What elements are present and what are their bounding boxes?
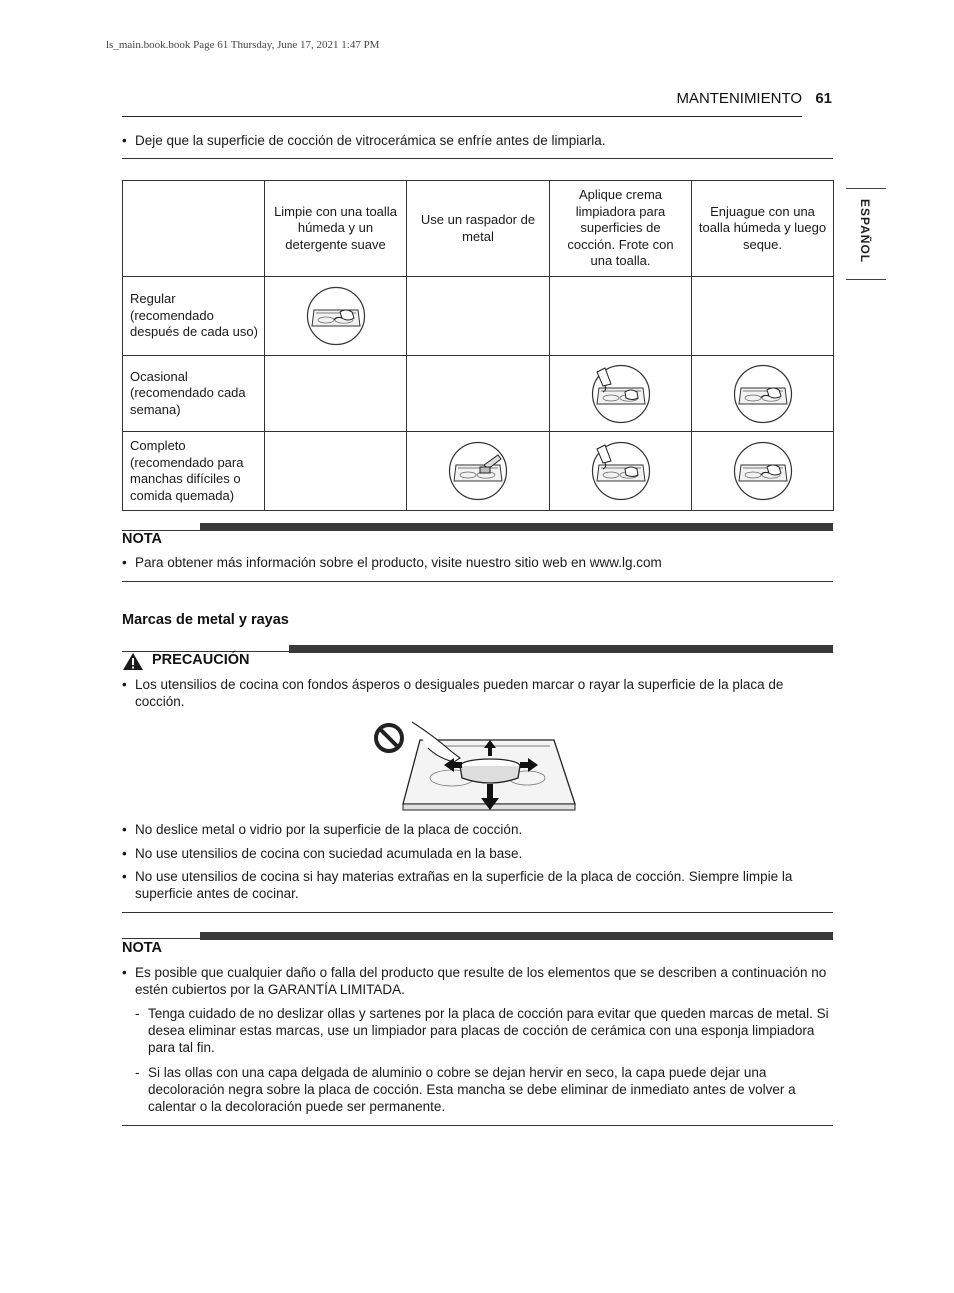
section-title: Marcas de metal y rayas [122,612,289,628]
caution-bar [289,645,833,653]
table-header-cell [123,181,265,277]
table-header-cell: Enjuague con una toalla húmeda y luego seque. [692,181,834,277]
table-header-cell: Aplique crema limpiadora para superficies de cocción. Frote con una toalla. [550,181,692,277]
warning-triangle-icon [122,652,144,671]
nota-sub-item-text: Tenga cuidado de no deslizar ollas y sartenes por la placa de cocción para evitar que queden marcas de metal. Si desea eliminar estas marcas, use un limpiador para placas de cocción de cerámica con una esponja limpiadora para tal fin. [148,1006,829,1055]
towel-wipe-icon [733,364,793,424]
nota-underline [122,938,200,939]
table-cell [692,277,834,356]
towel-wipe-icon [733,441,793,501]
table-cell [550,277,692,356]
table-cell [407,277,550,356]
language-tab [846,188,886,280]
caution-title: PRECAUCIÓN [152,652,250,668]
print-header: ls_main.book.book Page 61 Thursday, June 17, 2021 1:47 PM [106,39,380,51]
list-item: • No use utensilios de cocina con suciedad acumulada en la base. [122,846,523,861]
cream-apply-icon [591,364,651,424]
cleaning-table [122,180,834,511]
caution-bullet-text: Los utensilios de cocina con fondos ásperos o desiguales pueden marcar o rayar la superficie de la placa de cocción. [135,677,784,709]
pan-sliding-prohibited-illustration [372,718,578,812]
language-tab-label: ESPAÑOL [858,199,872,264]
intro-bullet: • Deje que la superficie de cocción de vitrocerámica se enfríe antes de limpiarla. [122,133,606,148]
table-header-row [123,181,834,277]
nota-bar [200,932,833,940]
nota-end-rule [122,581,833,582]
towel-wipe-icon [306,286,366,346]
nota-bullet-text: Para obtener más información sobre el producto, visite nuestro sitio web en www.lg.com [135,555,662,570]
nota-sub-item: - Si las ollas con una capa delgada de aluminio o cobre se dejan hervir en seco, la capa puede dejar una decoloración negra sobre la placa de cocción. Esta mancha se debe eliminar de inmediato antes de volver a calentar o la decoloración puede ser permanente. [135,1064,833,1118]
table-row [123,277,834,356]
nota-sub-item-text: Si las ollas con una capa delgada de aluminio o cobre se dejan hervir en seco, la capa puede dejar una decoloración negra sobre la placa de cocción. Esta mancha se debe eliminar de inmediato antes de volver a calentar o la decoloración puede ser permanente. [148,1065,796,1114]
scraper-icon [448,441,508,501]
nota-bullet-text: Es posible que cualquier daño o falla del producto que resulte de los elementos que se describen a continuación no estén cubiertos por la GARANTÍA LIMITADA. [135,965,827,997]
table-row [123,432,834,511]
row-label: Ocasional (recomendado cada semana) [123,356,265,432]
table-cell [550,356,692,432]
table-cell [265,277,407,356]
nota-bullet: • Es posible que cualquier daño o falla del producto que resulte de los elementos que se describen a continuación no estén cubiertos por la GARANTÍA LIMITADA. [122,964,833,1000]
list-item: • No deslice metal o vidrio por la superficie de la placa de cocción. [122,822,523,837]
header-rule [122,116,802,117]
table-row [123,356,834,432]
table-cell [265,432,407,511]
nota-title: NOTA [122,531,163,547]
row-label: Completo (recomendado para manchas difíciles o comida quemada) [123,432,265,511]
row-label: Regular (recomendado después de cada uso) [123,277,265,356]
table-cell [407,356,550,432]
table-header-cell: Limpie con una toalla húmeda y un detergente suave [265,181,407,277]
table-cell [692,432,834,511]
page-section-title: MANTENIMIENTO [676,90,802,107]
page-number: 61 [815,90,832,107]
nota-end-rule [122,1125,833,1126]
list-item: • No use utensilios de cocina si hay materias extrañas en la superficie de la placa de cocción. Siempre limpie la superficie antes de cocinar. [122,868,833,904]
table-cell [265,356,407,432]
nota-bullet: • Para obtener más información sobre el producto, visite nuestro sitio web en www.lg.com [122,555,662,570]
intro-rule [122,158,833,159]
list-item-text: No use utensilios de cocina con suciedad acumulada en la base. [135,846,523,861]
table-cell [692,356,834,432]
list-end-rule [122,912,833,913]
cream-apply-icon [591,441,651,501]
list-item-text: No use utensilios de cocina si hay materias extrañas en la superficie de la placa de cocción. Siempre limpie la superficie antes de cocinar. [135,869,793,901]
intro-bullet-text: Deje que la superficie de cocción de vitrocerámica se enfríe antes de limpiarla. [135,133,606,148]
nota-title: NOTA [122,940,163,956]
table-header-cell: Use un raspador de metal [407,181,550,277]
caution-bullet: • Los utensilios de cocina con fondos ásperos o desiguales pueden marcar o rayar la superficie de la placa de cocción. [122,676,833,712]
nota-sub-item: - Tenga cuidado de no deslizar ollas y sartenes por la placa de cocción para evitar que queden marcas de metal. Si desea eliminar estas marcas, use un limpiador para placas de cocción de cerámica con una esponja limpiadora para tal fin. [135,1005,833,1059]
table-cell [550,432,692,511]
nota-bar [200,523,833,531]
list-item-text: No deslice metal o vidrio por la superficie de la placa de cocción. [135,822,523,837]
table-cell [407,432,550,511]
